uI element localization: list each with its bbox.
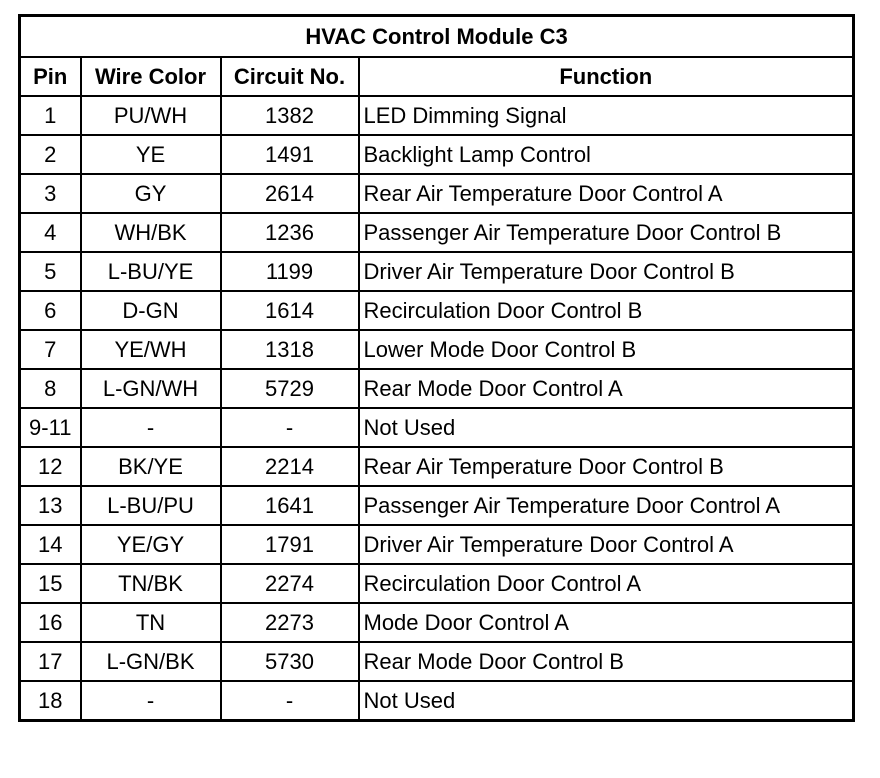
wire-color-cell: GY — [81, 174, 221, 213]
wire-color-cell: TN/BK — [81, 564, 221, 603]
table-row — [20, 213, 854, 252]
table-row — [20, 681, 854, 721]
wire-color-cell: - — [81, 408, 221, 447]
function-cell: Recirculation Door Control B — [359, 291, 854, 330]
table-row — [20, 330, 854, 369]
circuit-number-cell: 1791 — [221, 525, 359, 564]
circuit-number-cell: 5729 — [221, 369, 359, 408]
pin-cell: 18 — [20, 681, 81, 721]
table-row — [20, 564, 854, 603]
circuit-number-cell: 2614 — [221, 174, 359, 213]
circuit-number-cell: 1236 — [221, 213, 359, 252]
function-cell: Not Used — [359, 408, 854, 447]
table-row — [20, 96, 854, 135]
header-function: Function — [359, 57, 854, 96]
function-cell: Passenger Air Temperature Door Control A — [359, 486, 854, 525]
wire-color-cell: TN — [81, 603, 221, 642]
circuit-number-cell: 1641 — [221, 486, 359, 525]
pin-cell: 6 — [20, 291, 81, 330]
pin-cell: 16 — [20, 603, 81, 642]
wire-color-cell: L-GN/BK — [81, 642, 221, 681]
circuit-number-cell: 1614 — [221, 291, 359, 330]
pin-cell: 1 — [20, 96, 81, 135]
function-cell: Driver Air Temperature Door Control B — [359, 252, 854, 291]
pin-cell: 4 — [20, 213, 81, 252]
circuit-number-cell: 2273 — [221, 603, 359, 642]
pin-cell: 14 — [20, 525, 81, 564]
table-row — [20, 291, 854, 330]
wire-color-cell: YE/GY — [81, 525, 221, 564]
table-row — [20, 408, 854, 447]
function-cell: Rear Air Temperature Door Control B — [359, 447, 854, 486]
circuit-number-cell: 1382 — [221, 96, 359, 135]
table-row — [20, 642, 854, 681]
table-row — [20, 369, 854, 408]
table-title-row — [20, 16, 854, 58]
circuit-number-cell: 1491 — [221, 135, 359, 174]
function-cell: Backlight Lamp Control — [359, 135, 854, 174]
wire-color-cell: L-BU/YE — [81, 252, 221, 291]
wire-color-cell: YE/WH — [81, 330, 221, 369]
table-row — [20, 525, 854, 564]
pin-cell: 7 — [20, 330, 81, 369]
circuit-number-cell: 1318 — [221, 330, 359, 369]
table-row — [20, 447, 854, 486]
pin-cell: 5 — [20, 252, 81, 291]
function-cell: Passenger Air Temperature Door Control B — [359, 213, 854, 252]
table-body — [20, 96, 854, 721]
pin-cell: 17 — [20, 642, 81, 681]
circuit-number-cell: 5730 — [221, 642, 359, 681]
circuit-number-cell: 1199 — [221, 252, 359, 291]
function-cell: Rear Air Temperature Door Control A — [359, 174, 854, 213]
table-row — [20, 486, 854, 525]
wire-color-cell: L-GN/WH — [81, 369, 221, 408]
pin-cell: 2 — [20, 135, 81, 174]
function-cell: Driver Air Temperature Door Control A — [359, 525, 854, 564]
circuit-number-cell: 2214 — [221, 447, 359, 486]
table-row — [20, 135, 854, 174]
function-cell: Mode Door Control A — [359, 603, 854, 642]
header-pin: Pin — [20, 57, 81, 96]
wire-color-cell: YE — [81, 135, 221, 174]
function-cell: Not Used — [359, 681, 854, 721]
table-header-row — [20, 57, 854, 96]
header-wire-color: Wire Color — [81, 57, 221, 96]
table-row — [20, 603, 854, 642]
wire-color-cell: D-GN — [81, 291, 221, 330]
wire-color-cell: PU/WH — [81, 96, 221, 135]
circuit-number-cell: 2274 — [221, 564, 359, 603]
wire-color-cell: BK/YE — [81, 447, 221, 486]
function-cell: Rear Mode Door Control A — [359, 369, 854, 408]
table-title: HVAC Control Module C3 — [20, 16, 854, 58]
wire-color-cell: WH/BK — [81, 213, 221, 252]
function-cell: Recirculation Door Control A — [359, 564, 854, 603]
function-cell: LED Dimming Signal — [359, 96, 854, 135]
table-row — [20, 252, 854, 291]
pin-cell: 3 — [20, 174, 81, 213]
function-cell: Lower Mode Door Control B — [359, 330, 854, 369]
circuit-number-cell: - — [221, 408, 359, 447]
pin-cell: 15 — [20, 564, 81, 603]
wire-color-cell: - — [81, 681, 221, 721]
pin-cell: 8 — [20, 369, 81, 408]
function-cell: Rear Mode Door Control B — [359, 642, 854, 681]
table-row — [20, 174, 854, 213]
pin-cell: 13 — [20, 486, 81, 525]
pin-cell: 9-11 — [20, 408, 81, 447]
circuit-number-cell: - — [221, 681, 359, 721]
header-circuit-no: Circuit No. — [221, 57, 359, 96]
pin-cell: 12 — [20, 447, 81, 486]
wire-color-cell: L-BU/PU — [81, 486, 221, 525]
connector-pinout-table — [18, 14, 855, 722]
